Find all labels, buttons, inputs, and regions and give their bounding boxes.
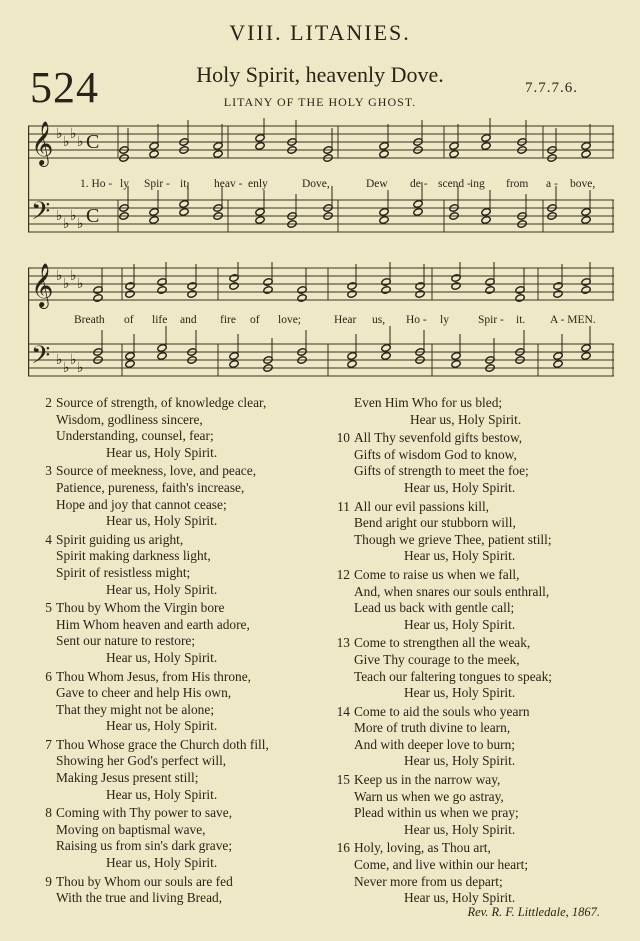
bass-clef-icon: 𝄢 [31,197,51,232]
hymn-subtitle: LITANY OF THE HOLY GHOST. [223,95,417,109]
verse-line: That they might not be alone; [56,701,215,717]
flat-icon: ♭ [77,361,84,376]
verse [36,532,336,598]
lyric-syllable: Dove, [302,178,330,190]
lyric-syllable: life [152,314,168,326]
verses-right-column [334,395,624,909]
treble-clef-icon: 𝄞 [31,121,54,165]
note-head [581,352,591,361]
verse-refrain: Hear us, Holy Spirit. [106,649,218,665]
verse-number: 5 [45,600,52,616]
hymn-number: 524 [30,63,99,112]
verse-line: Thou Whose grace the Church doth fill, [56,736,269,752]
verse-line: Come to aid the souls who yearn [354,703,530,719]
lyric-syllable: enly [248,178,268,190]
verse [334,704,624,770]
verse-line: Moving on baptismal wave, [56,821,206,837]
note-head [213,150,223,159]
verse-line: Lead us back with gentle call; [354,600,515,616]
note-head [515,294,525,303]
note-head [297,294,307,303]
verse-line: And with deeper love to burn; [354,736,516,752]
common-time-icon: C [86,205,100,227]
verse-refrain: Hear us, Holy Spirit. [404,753,516,769]
note-head [451,360,461,369]
flat-icon: ♭ [77,217,84,232]
verse-line: Sent our nature to restore; [56,633,196,649]
verse-line: Bend aright our stubborn will, [354,515,516,531]
lyric-syllable: it, [180,178,190,190]
note-head [179,208,189,217]
verse-line: Give Thy courage to the meek, [354,651,520,667]
lyric-syllable: bove, [570,178,596,190]
verse [36,737,336,803]
verse [36,395,336,461]
verse-number: 15 [336,772,350,788]
verse-line: Understanding, counsel, fear; [56,428,214,444]
note-head [379,216,389,225]
lyrics-line-2 [74,314,610,330]
verse-line: Source of strength, of knowledge clear, [56,395,267,410]
verse-continuation [334,395,624,428]
note-head [581,286,591,295]
verse-line: Come to raise us when we fall, [354,566,520,582]
verse-line: Keep us in the narrow way, [354,772,501,788]
lyric-syllable: heav - [214,178,243,190]
verse-line: Thou by Whom the Virgin bore [56,600,225,616]
verse [334,430,624,496]
verse [36,805,336,871]
verse-number: 10 [336,430,350,446]
flat-icon: ♭ [63,135,70,150]
author-attribution: Rev. R. F. Littledale, 1867. [467,905,600,919]
verse [334,772,624,838]
verse-line: With the true and living Bread, [56,890,223,906]
verse-line: Making Jesus present still; [56,770,199,786]
verse [36,669,336,735]
verse-number: 7 [45,736,52,752]
lyric-syllable: it. [516,314,526,326]
lyric-syllable: of [250,314,260,326]
verse-number: 9 [45,873,52,889]
lyric-syllable: Spir - [144,178,170,190]
verse-line: Coming with Thy power to save, [56,805,233,821]
verse-line: All Thy sevenfold gifts bestow, [354,430,523,446]
flat-icon: ♭ [70,209,77,224]
flat-icon: ♭ [70,353,77,368]
note-head [381,352,391,361]
note-head [481,142,491,151]
note-head [255,216,265,225]
verse-refrain: Hear us, Holy Spirit. [106,786,218,802]
bass-clef-icon: 𝄢 [31,341,51,376]
lyric-syllable: scend - [438,178,471,190]
lyric-syllable: fire [220,314,236,326]
verse-line: Gifts of strength to meet the foe; [354,463,529,479]
verse [36,874,336,907]
lyric-syllable: love; [278,314,301,326]
verse-line: Teach our faltering tongues to speak; [354,668,552,684]
verse-line: Source of meekness, love, and peace, [56,463,257,479]
note-head [187,290,197,299]
hymn-title: Holy Spirit, heavenly Dove. [196,62,444,87]
lyric-syllable: A - MEN. [550,314,596,326]
note-head [581,216,591,225]
note-head [449,150,459,159]
note-head [125,290,135,299]
verse-line: Gave to cheer and help His own, [56,685,232,701]
note-head [347,290,357,299]
lyric-syllable: ly [120,178,129,190]
lyric-syllable: Spir - [478,314,504,326]
note-head [481,216,491,225]
verse-line: Thou by Whom our souls are fed [56,873,233,889]
verse-line: Him Whom heaven and earth adore, [56,616,250,632]
note-head [485,286,495,295]
verse [334,499,624,565]
flat-icon: ♭ [77,135,84,150]
verse-refrain: Hear us, Holy Spirit. [404,685,516,701]
verse-refrain: Hear us, Holy Spirit. [404,548,516,564]
flat-icon: ♭ [56,353,63,368]
note-head [381,286,391,295]
flat-icon: ♭ [63,217,70,232]
verse-line: Raising us from sin's dark grave; [56,838,233,854]
verse-line: Spirit making darkness light, [56,548,211,564]
note-head [93,294,103,303]
lyric-syllable: of [124,314,134,326]
note-head [157,352,167,361]
verse-number: 8 [45,805,52,821]
verse-number: 12 [336,566,350,582]
flat-icon: ♭ [56,269,63,284]
note-head [553,360,563,369]
verse-number: 6 [45,668,52,684]
note-head [347,360,357,369]
verse-number: 2 [45,395,52,410]
verse-refrain: Hear us, Holy Spirit. [106,855,218,871]
verse-number: 14 [336,703,350,719]
verse-refrain: Hear us, Holy Spirit. [410,411,522,427]
note-head [255,142,265,151]
verse [334,567,624,633]
verse-number: 3 [45,463,52,479]
lyric-syllable: de - [410,178,428,190]
verse [36,463,336,529]
flat-icon: ♭ [70,269,77,284]
verse [334,840,624,906]
note-head [379,150,389,159]
note-head [125,360,135,369]
lyrics-line-1 [80,178,610,194]
lyric-syllable: Hear [334,314,357,326]
verse-refrain: Hear us, Holy Spirit. [106,444,218,460]
verse-line: Come, and live within our heart; [354,857,529,873]
section-title: VIII. LITANIES. [229,20,411,45]
verse-line: Spirit of resistless might; [56,564,191,580]
verse-line: Hope and joy that cannot cease; [56,496,227,512]
verse-line: All our evil passions kill, [354,498,490,514]
flat-icon: ♭ [56,209,63,224]
note-head [149,150,159,159]
lyric-syllable: a - [546,178,558,190]
verse-number: 11 [337,498,350,514]
verse [334,635,624,701]
verse-refrain: Hear us, Holy Spirit. [106,718,218,734]
lyric-syllable: Ho - [406,314,427,326]
verse-line: Holy, loving, as Thou art, [354,840,491,856]
note-head [581,150,591,159]
verse-line: Wisdom, godliness sincere, [56,411,203,427]
verse-number: 13 [336,635,350,651]
verse-line: Never more from us depart; [354,873,503,889]
verse-line: Gifts of wisdom God to know, [354,446,517,462]
verses-left-column [36,395,336,909]
note-head [157,286,167,295]
common-time-icon: C [86,131,100,153]
flat-icon: ♭ [77,277,84,292]
verse-line: And, when snares our souls enthrall, [354,583,550,599]
verse-line: Thou Whom Jesus, from His throne, [56,668,252,684]
verse-refrain: Hear us, Holy Spirit. [404,890,516,906]
verse-line: Showing her God's perfect will, [56,753,227,769]
meter: 7.7.7.6. [525,80,578,96]
verse-line: Come to strengthen all the weak, [354,635,531,651]
verse-number: 4 [45,531,52,547]
verse [36,600,336,666]
verse-refrain: Hear us, Holy Spirit. [106,581,218,597]
verse-line: Patience, pureness, faith's increase, [56,479,245,495]
flat-icon: ♭ [63,361,70,376]
note-head [229,282,239,291]
verse-line: Plead within us when we pray; [354,805,519,821]
flat-icon: ♭ [70,127,77,142]
verse-number: 16 [336,840,350,856]
lyric-syllable: us, [372,314,386,326]
verse-line: More of truth divine to learn, [354,720,511,736]
verse-line: Though we grieve Thee, patient still; [354,531,552,547]
note-head [451,282,461,291]
note-head [553,290,563,299]
verse-line: Warn us when we go astray, [354,788,504,804]
note-head [149,216,159,225]
flat-icon: ♭ [56,127,63,142]
flat-icon: ♭ [63,277,70,292]
verse-refrain: Hear us, Holy Spirit. [404,479,516,495]
note-head [229,360,239,369]
verse-refrain: Hear us, Holy Spirit. [404,616,516,632]
lyric-syllable: ing [470,178,485,190]
verse-refrain: Hear us, Holy Spirit. [404,821,516,837]
verse-line: Spirit guiding us aright, [56,531,184,547]
lyric-syllable: and [180,314,197,326]
lyric-syllable: ly [440,314,449,326]
lyric-syllable: 1. Ho - [80,178,113,190]
note-head [263,286,273,295]
note-head [415,290,425,299]
verse-line: Even Him Who for us bled; [354,395,503,410]
lyric-syllable: Dew [366,178,388,190]
note-head [413,208,423,217]
treble-clef-icon: 𝄞 [31,263,54,307]
lyric-syllable: from [506,178,529,190]
lyric-syllable: Breath [74,314,105,326]
verse-refrain: Hear us, Holy Spirit. [106,513,218,529]
